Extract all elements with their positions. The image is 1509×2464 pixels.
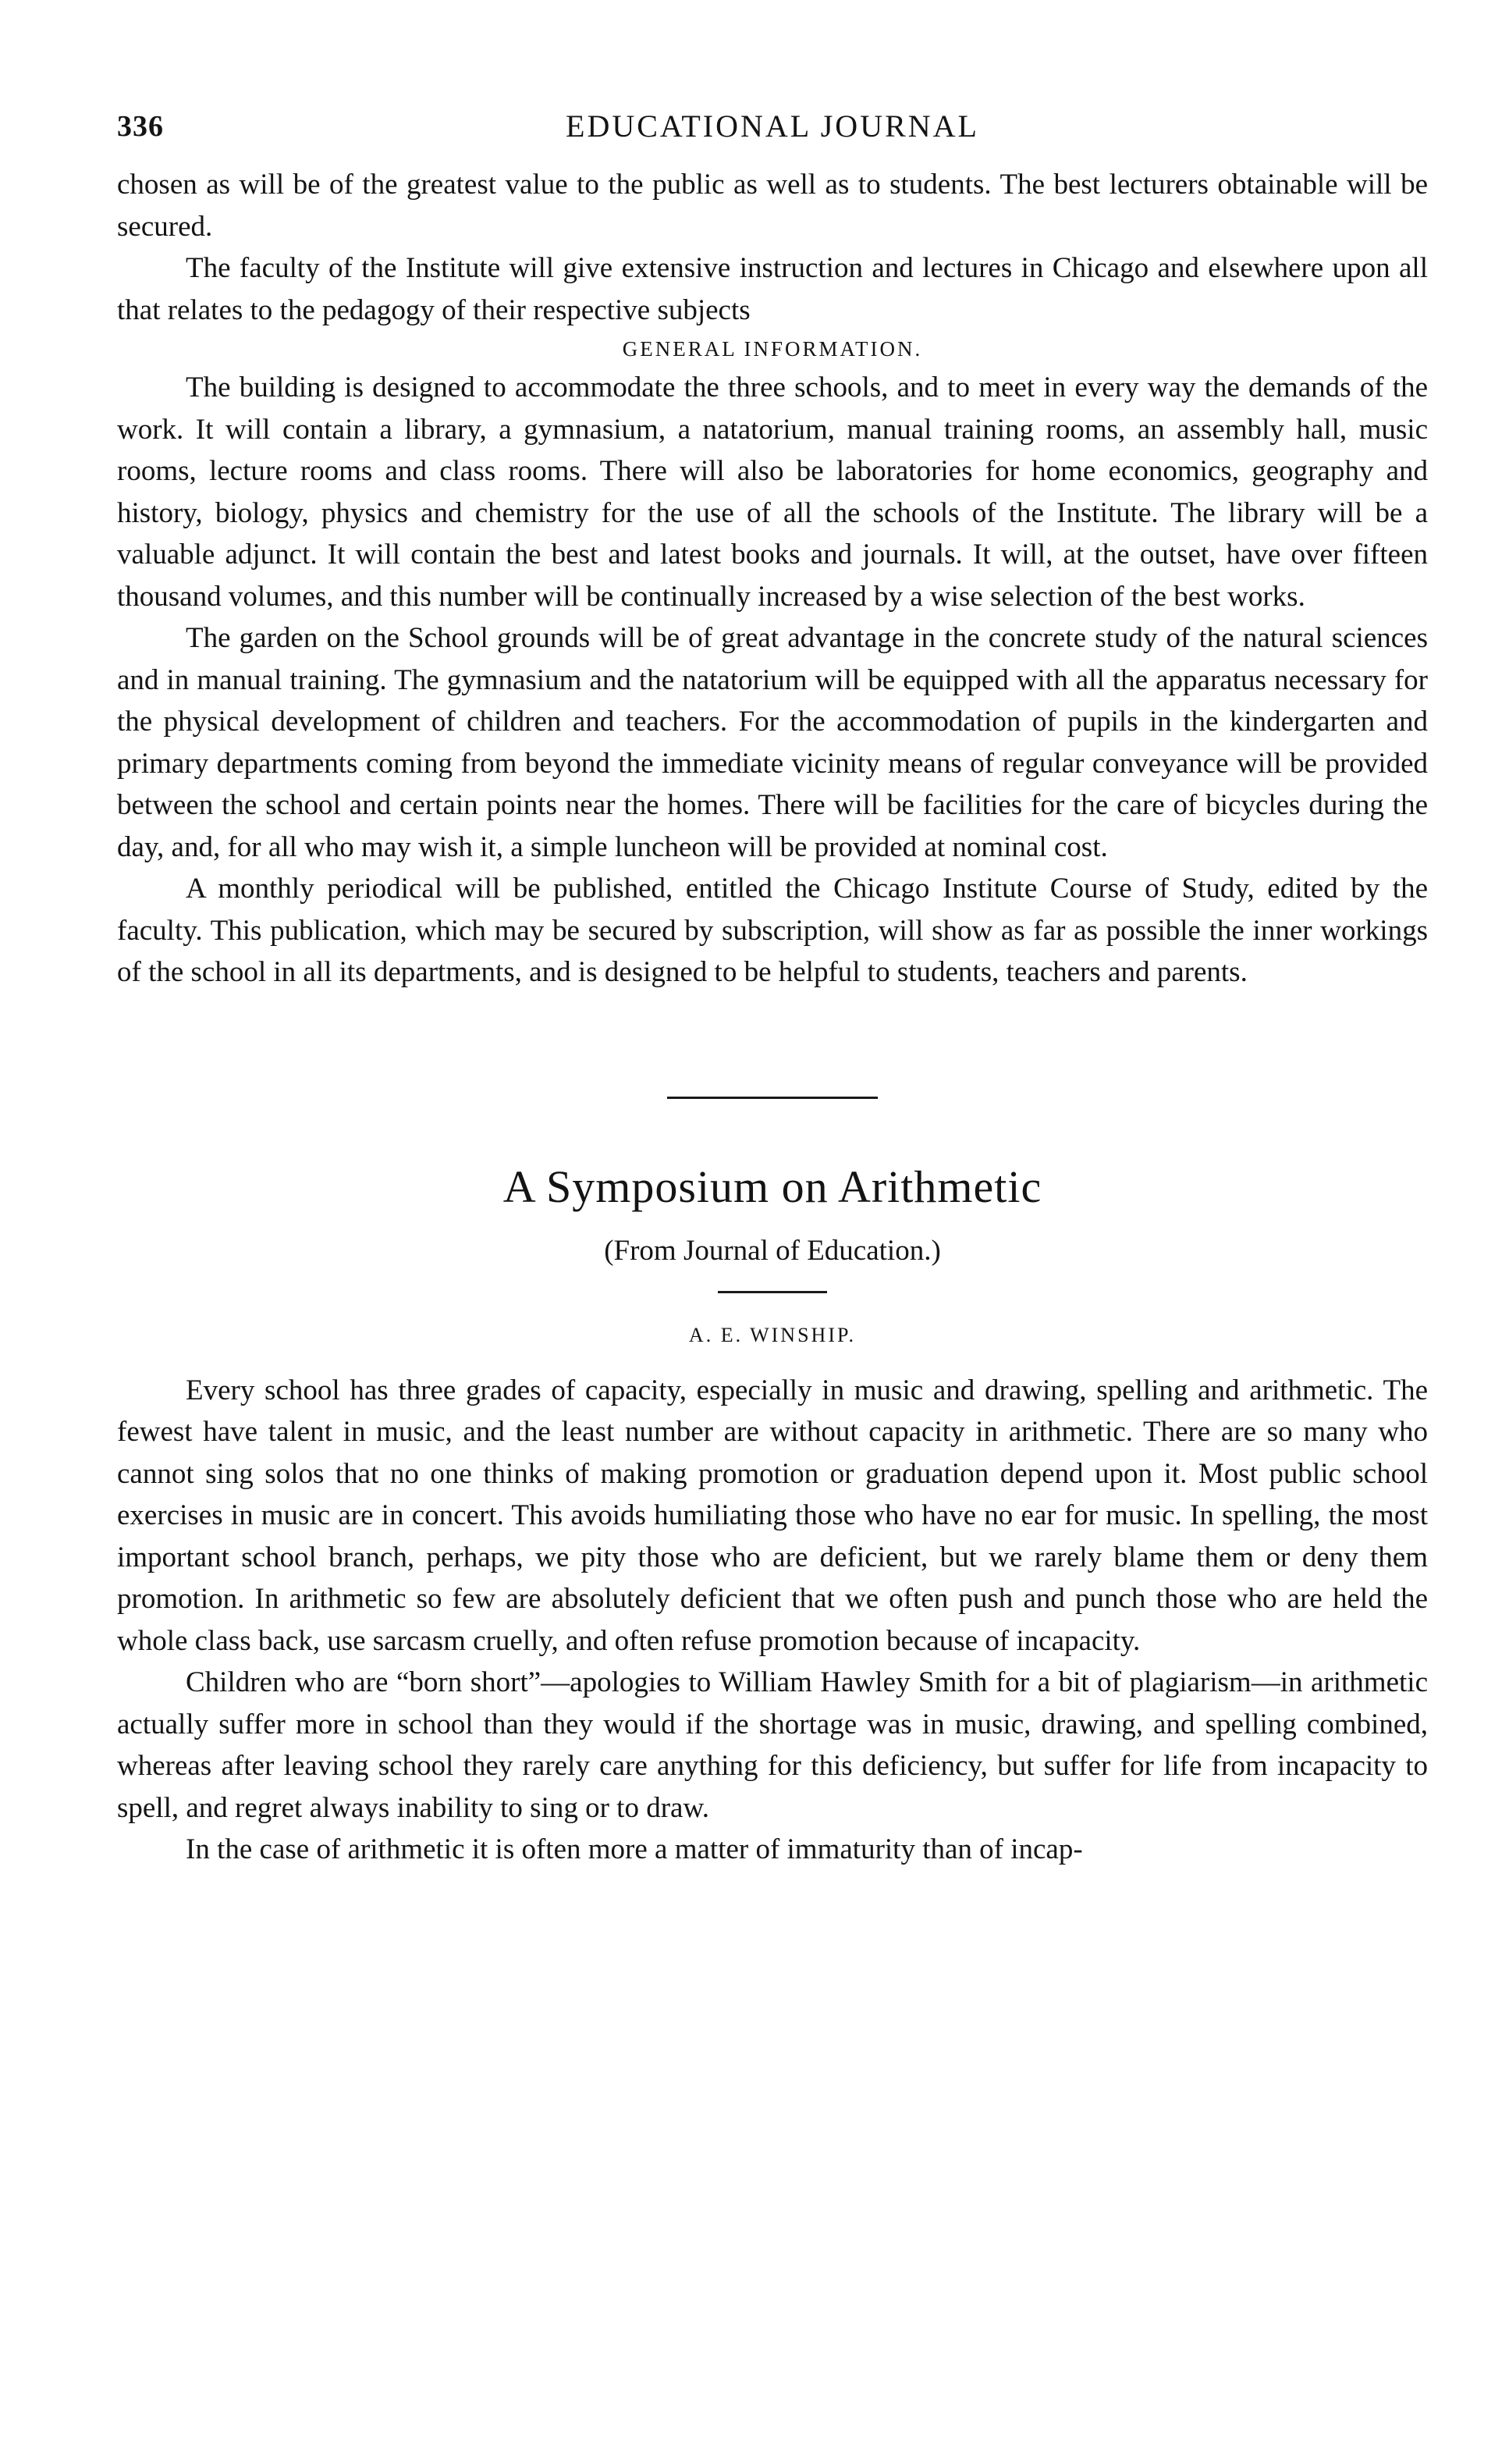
paragraph-grades-of-capacity: Every school has three grades of capacity, especially in music and drawing, spelling and arithmetic. The fewest have talent in music, and the least number are without capacity in arithmetic. There are so many who cannot sing solos that no one thinks of making promotion or graduation depend upon it. Most public school exercises in music are in concert. This avoids humiliating those who have no ear for music. In spelling, the most important school branch, perhaps, we pity those who are deficient, but we rarely blame them or deny them promotion. In arithmetic so few are absolutely deficient that we often push and punch those who are held the whole class back, use sarcasm cruelly, and often refuse promotion because of incapacity. [117, 1374, 1428, 1657]
paragraph-lectures-continued: chosen as will be of the greatest value to the public as well as to students. The best lecturers obtainable will be secured. [117, 169, 1428, 243]
paragraph-garden: The garden on the School grounds will be of great advantage in the concrete study of the natural sciences and in manual training. The gymnasium and the natatorium will be equipped with all the apparatus necessary for the physical development of children and teachers. For the accommodation of pupils in the kindergarten and primary departments coming from beyond the immediate vicinity means of regular conveyance will be provided between the school and certain points near the homes. There will be facilities for the care of bicycles during the day, and, for all who may wish it, a simple luncheon will be provided at nominal cost. [117, 622, 1428, 863]
journal-title: EDUCATIONAL JOURNAL [566, 108, 979, 144]
article-title: A Symposium on Arithmetic [502, 1161, 1042, 1212]
journal-page [117, 94, 1428, 1871]
section-heading-general-information: GENERAL INFORMATION. [622, 337, 923, 361]
running-head [117, 94, 1428, 164]
title-divider-rule [718, 1291, 827, 1293]
paragraph-born-short: Children who are “born short”—apologies to William Hawley Smith for a bit of plagiarism—in arithmetic actually suffer more in school than they would if the shortage was in music, drawing, and spelling combined, whereas after leaving school they rarely care anything for this deficiency, but suffer for life from incapacity to spell, and regret always inability to sing or to draw. [117, 1666, 1428, 1824]
section-divider-rule [667, 1097, 878, 1099]
paragraph-immaturity: In the case of arithmetic it is often more a matter of immaturity than of incap- [186, 1833, 1083, 1865]
article-author: A. E. WINSHIP. [688, 1323, 857, 1346]
article-source: (From Journal of Education.) [604, 1234, 941, 1267]
paragraph-building: The building is designed to accommodate the three schools, and to meet in every way the demands of the work. It will contain a library, a gymnasium, a natatorium, manual training rooms, an assembly hall, music rooms, lecture rooms and class rooms. There will also be laboratories for home economics, geography and history, biology, physics and chemistry for the use of all the schools of the Institute. The library will be a valuable adjunct. It will contain the best and latest books and journals. It will, at the outset, have over fifteen thousand volumes, and this number will be continually increased by a wise selection of the best works. [117, 372, 1428, 613]
page-number: 336 [117, 110, 164, 143]
paragraph-periodical: A monthly periodical will be published, entitled the Chicago Institute Course of Study, edited by the faculty. This publication, which may be secured by subscription, will show as far as possible the inner workings of the school in all its departments, and is designed to be helpful to students, teachers and parents. [117, 873, 1428, 988]
paragraph-faculty: The faculty of the Institute will give extensive instruction and lectures in Chicago and elsewhere upon all that relates to the pedagogy of their respective subjects [117, 252, 1428, 326]
